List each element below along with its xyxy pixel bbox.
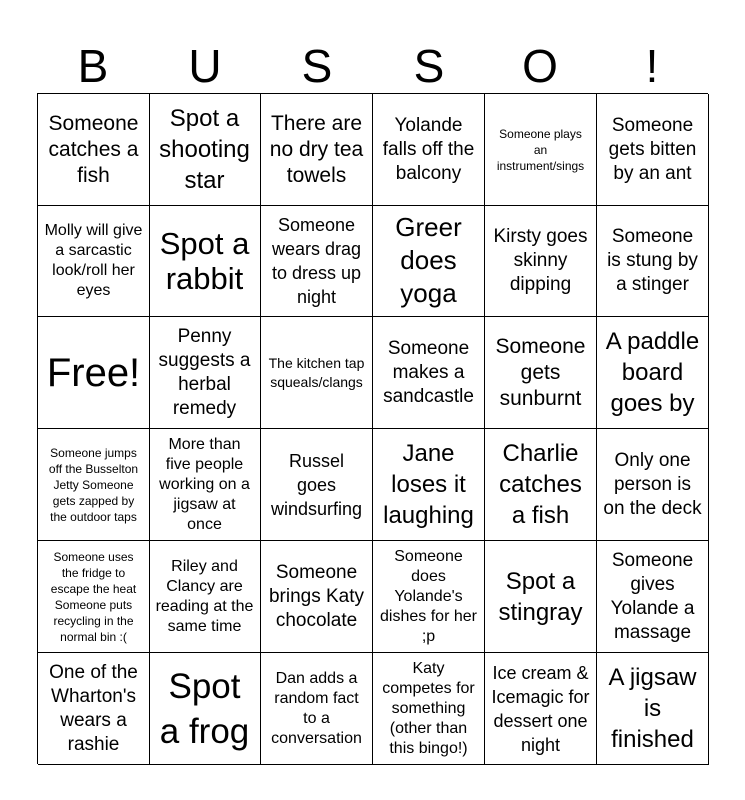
bingo-cell[interactable]: Someone catches a fish [38, 94, 150, 206]
bingo-cell[interactable]: More than five people working on a jigsaw at once [149, 429, 261, 541]
bingo-cell[interactable]: Someone gets bitten by an ant [597, 94, 709, 206]
title-letter-u: U [188, 40, 222, 92]
bingo-cell[interactable]: A paddle board goes by [597, 317, 709, 429]
bingo-cell[interactable]: Dan adds a random fact to a conversation [261, 653, 373, 765]
bingo-cell[interactable]: Someone jumps off the Busselton Jetty Someone gets zapped by the outdoor taps [38, 429, 150, 541]
bingo-cell[interactable]: Katy competes for something (other than this bingo!) [373, 653, 485, 765]
bingo-cell[interactable]: One of the Wharton's wears a rashie [38, 653, 150, 765]
bingo-cell[interactable]: The kitchen tap squeals/clangs [261, 317, 373, 429]
bingo-cell[interactable]: Greer does yoga [373, 205, 485, 317]
bingo-board [37, 93, 708, 764]
bingo-cell[interactable]: Someone gets sunburnt [485, 317, 597, 429]
bingo-cell[interactable]: Russel goes windsurfing [261, 429, 373, 541]
title-letter-o: O [522, 40, 558, 92]
bingo-cell[interactable]: Spot a shooting star [149, 94, 261, 206]
bingo-cell[interactable]: Yolande falls off the balcony [373, 94, 485, 206]
bingo-cell[interactable]: Someone brings Katy chocolate [261, 541, 373, 653]
bingo-cell[interactable]: Ice cream & Icemagic for dessert one night [485, 653, 597, 765]
title-header [37, 38, 708, 90]
title-letter-s2: S [413, 40, 445, 92]
bingo-cell[interactable]: A jigsaw is finished [597, 653, 709, 765]
bingo-cell[interactable]: Jane loses it laughing [373, 429, 485, 541]
bingo-cell[interactable]: Spot a stingray [485, 541, 597, 653]
bingo-cell[interactable]: Charlie catches a fish [485, 429, 597, 541]
bingo-cell[interactable]: Spot a frog [149, 653, 261, 765]
title-letter-s1: S [301, 40, 333, 92]
title-letter-exclamation: ! [645, 40, 659, 92]
bingo-cell[interactable]: Someone gives Yolande a massage [597, 541, 709, 653]
bingo-cell[interactable]: Riley and Clancy are reading at the same time [149, 541, 261, 653]
bingo-cell[interactable]: Only one person is on the deck [597, 429, 709, 541]
bingo-cell[interactable]: Molly will give a sarcastic look/roll her eyes [38, 205, 150, 317]
bingo-cell[interactable]: Someone wears drag to dress up night [261, 205, 373, 317]
bingo-cell[interactable]: Someone is stung by a stinger [597, 205, 709, 317]
title-letter-b: B [77, 40, 109, 92]
bingo-cell[interactable]: Someone makes a sandcastle [373, 317, 485, 429]
bingo-cell-free[interactable]: Free! [38, 317, 150, 429]
bingo-cell[interactable]: There are no dry tea towels [261, 94, 373, 206]
bingo-cell[interactable]: Someone does Yolande's dishes for her ;p [373, 541, 485, 653]
bingo-cell[interactable]: Spot a rabbit [149, 205, 261, 317]
bingo-cell[interactable]: Kirsty goes skinny dipping [485, 205, 597, 317]
bingo-cell[interactable]: Penny suggests a herbal remedy [149, 317, 261, 429]
bingo-cell[interactable]: Someone uses the fridge to escape the heat Someone puts recycling in the normal bin :( [38, 541, 150, 653]
bingo-cell[interactable]: Someone plays an instrument/sings [485, 94, 597, 206]
